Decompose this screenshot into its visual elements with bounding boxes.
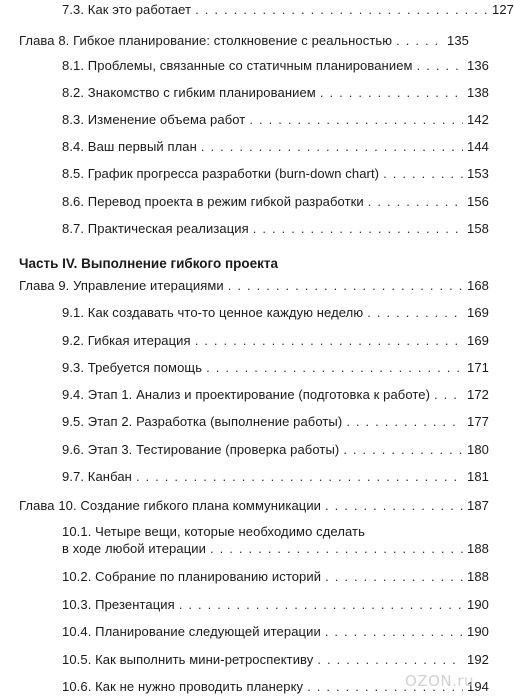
dot-leader	[325, 498, 463, 514]
dot-leader	[228, 278, 463, 294]
toc-entry-title: Глава 10. Создание гибкого плана коммуникации	[19, 498, 322, 513]
toc-entry-9-1	[0, 305, 489, 321]
toc-entry-title-continued: в ходе любой итерации	[62, 541, 206, 556]
toc-entry-8-7	[0, 221, 489, 237]
toc-entry-title: 7.3. Как это работает	[62, 2, 192, 17]
toc-entry-10-1-line2	[0, 541, 489, 557]
toc-entry-title: 10.5. Как выполнить мини-ретроспективу	[62, 652, 314, 667]
toc-entry-8-5	[0, 166, 489, 182]
toc-entry-page: 181	[467, 469, 489, 484]
toc-entry-title: 9.1. Как создавать что-то ценное каждую неделю	[62, 305, 364, 320]
toc-entry-page: 188	[467, 541, 489, 556]
dot-leader	[253, 221, 463, 237]
toc-entry-9-3	[0, 360, 489, 376]
toc-entry-page: 194	[467, 679, 489, 694]
toc-entry-page: 136	[467, 58, 489, 73]
toc-entry-page: 142	[467, 112, 489, 127]
toc-entry-page: 177	[467, 414, 489, 429]
toc-entry-title: 9.2. Гибкая итерация	[62, 333, 191, 348]
toc-entry-title: 9.5. Этап 2. Разработка (выполнение работы)	[62, 414, 343, 429]
toc-entry-title: 9.4. Этап 1. Анализ и проектирование (подготовка к работе)	[62, 387, 431, 402]
part-heading: Часть IV. Выполнение гибкого проекта	[19, 256, 279, 271]
toc-entry-page: 172	[467, 387, 489, 402]
toc-entry-9-5	[0, 414, 489, 430]
toc-entry-title: Глава 9. Управление итерациями	[19, 278, 224, 293]
toc-entry-title: 8.4. Ваш первый план	[62, 139, 197, 154]
dot-leader	[206, 360, 463, 376]
toc-chapter-10	[0, 498, 489, 514]
toc-entry-title: 10.4. Планирование следующей итерации	[62, 624, 321, 639]
dot-leader	[368, 194, 463, 210]
toc-entry-title: 9.6. Этап 3. Тестирование (проверка работы)	[62, 442, 340, 457]
toc-entry-9-6	[0, 442, 489, 458]
dot-leader	[210, 541, 463, 557]
dot-leader	[346, 414, 463, 430]
toc-entry-page: 188	[467, 569, 489, 584]
toc-entry-9-7	[0, 469, 489, 485]
toc-entry-9-4	[0, 387, 489, 403]
dot-leader	[343, 442, 463, 458]
toc-entry-title: 8.7. Практическая реализация	[62, 221, 249, 236]
toc-entry-8-6	[0, 194, 489, 210]
toc-entry-page: 153	[467, 166, 489, 181]
toc-entry-title: 10.3. Презентация	[62, 597, 175, 612]
dot-leader	[195, 333, 463, 349]
toc-entry-page: 187	[467, 498, 489, 513]
toc-entry-8-3	[0, 112, 489, 128]
dot-leader	[417, 58, 463, 74]
toc-entry-title: 10.6. Как не нужно проводить планерку	[62, 679, 304, 694]
toc-entry-page: 168	[467, 278, 489, 293]
dot-leader	[195, 2, 488, 18]
toc-entry-page: 158	[467, 221, 489, 236]
toc-entry-page: 171	[467, 360, 489, 375]
toc-entry-page: 190	[467, 597, 489, 612]
dot-leader	[136, 469, 463, 485]
dot-leader	[367, 305, 463, 321]
dot-leader	[249, 112, 463, 128]
toc-entry-page: 156	[467, 194, 489, 209]
toc-entry-title: 10.1. Четыре вещи, которые необходимо сделать	[62, 524, 365, 539]
dot-leader	[396, 33, 443, 49]
dot-leader	[317, 652, 463, 668]
toc-entry-title: 8.1. Проблемы, связанные со статичным планированием	[62, 58, 413, 73]
toc-entry-title: 8.5. График прогресса разработки (burn-down chart)	[62, 166, 380, 181]
toc-entry-page: 192	[467, 652, 489, 667]
toc-chapter-8	[0, 33, 469, 49]
toc-entry-9-2	[0, 333, 489, 349]
toc-entry-title: 8.6. Перевод проекта в режим гибкой разработки	[62, 194, 364, 209]
toc-entry-10-5	[0, 652, 489, 668]
toc-entry-10-3	[0, 597, 489, 613]
toc-entry-page: 135	[447, 33, 469, 48]
toc-entry-title: 8.3. Изменение объема работ	[62, 112, 246, 127]
dot-leader	[383, 166, 463, 182]
watermark: OZON.ru	[405, 672, 475, 690]
toc-entry-10-4	[0, 624, 489, 640]
toc-entry-8-1	[0, 58, 489, 74]
toc-entry-title: Глава 8. Гибкое планирование: столкновение с реальностью	[19, 33, 393, 48]
toc-entry-page: 144	[467, 139, 489, 154]
toc-entry-page: 190	[467, 624, 489, 639]
toc-entry-title: 9.3. Требуется помощь	[62, 360, 203, 375]
dot-leader	[325, 624, 463, 640]
toc-entry-title: 10.2. Собрание по планированию историй	[62, 569, 322, 584]
dot-leader	[434, 387, 463, 403]
toc-entry-page: 138	[467, 85, 489, 100]
toc-entry-7-3	[0, 2, 514, 18]
toc-entry-10-1-line1	[0, 524, 489, 540]
toc-entry-8-4	[0, 139, 489, 155]
dot-leader	[201, 139, 463, 155]
dot-leader	[325, 569, 463, 585]
toc-entry-page: 180	[467, 442, 489, 457]
toc-entry-8-2	[0, 85, 489, 101]
dot-leader	[179, 597, 463, 613]
toc-chapter-9	[0, 278, 489, 294]
toc-entry-10-2	[0, 569, 489, 585]
toc-entry-title: 9.7. Канбан	[62, 469, 132, 484]
dot-leader	[320, 85, 463, 101]
toc-entry-page: 169	[467, 333, 489, 348]
toc-entry-page: 169	[467, 305, 489, 320]
toc-entry-title: 8.2. Знакомство с гибким планированием	[62, 85, 316, 100]
toc-entry-page: 127	[492, 2, 514, 17]
